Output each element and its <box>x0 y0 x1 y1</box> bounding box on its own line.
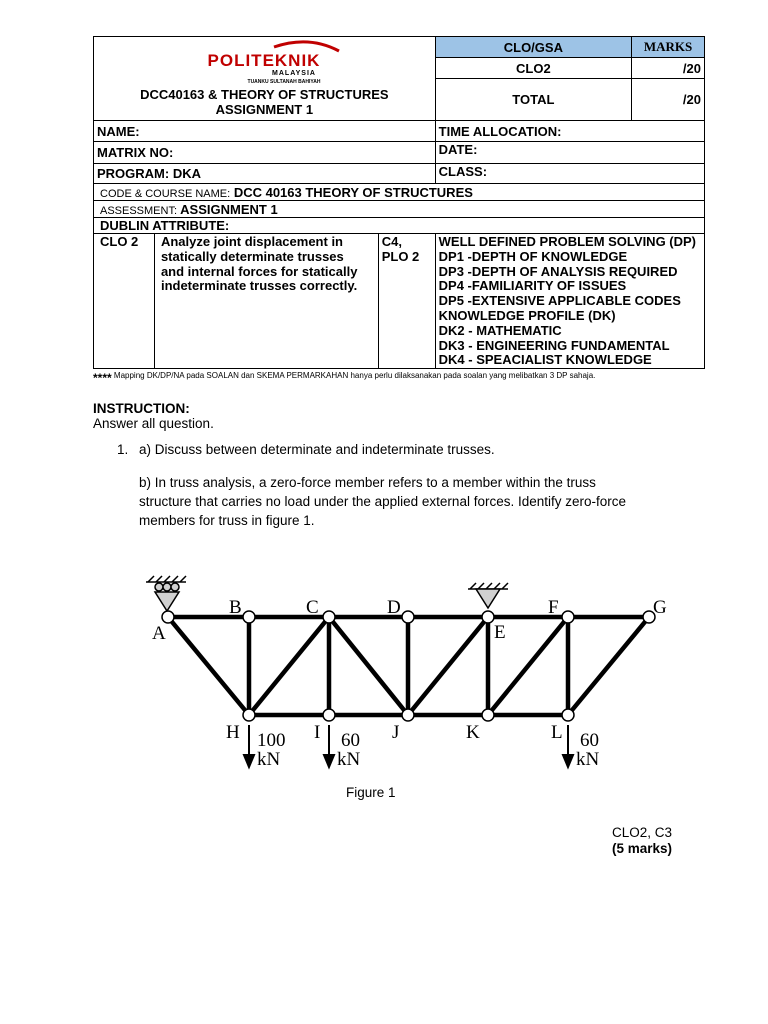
matrix-no-field[interactable]: MATRIX NO: <box>94 142 436 164</box>
joint-label-e: E <box>494 622 506 643</box>
course-title-line1: DCC40163 & THEORY OF STRUCTURES <box>140 87 389 102</box>
assessment-label: ASSESSMENT: <box>100 204 178 217</box>
clo-level-c4: C4, <box>381 234 402 249</box>
truss-members <box>168 617 649 715</box>
load-unit-i: kN <box>337 749 361 770</box>
question-part-a: a) Discuss between determinate and indeterminate trusses. <box>139 442 495 457</box>
question-part-b-line3: members for truss in figure 1. <box>139 513 315 528</box>
load-value-i: 60 <box>341 730 360 751</box>
joint-label-h: H <box>226 722 240 743</box>
course-name-row <box>94 184 705 201</box>
date-field[interactable]: DATE: <box>435 142 704 164</box>
question-part-b-line2: structure that carries no load under the applied external forces. Identify zero-force <box>139 494 627 509</box>
dp-item: DP3 -DEPTH OF ANALYSIS REQUIRED <box>438 263 678 279</box>
course-name-label: CODE & COURSE NAME: <box>100 187 231 200</box>
clo-description-text: Analyze joint displacement in statically determinate trusses and internal forces for statically indeterminate trusses correctly. <box>160 234 358 294</box>
class-field[interactable]: CLASS: <box>435 164 704 184</box>
load-unit-h: kN <box>257 749 281 770</box>
dp-dk-list <box>435 234 704 369</box>
header-logo-cell <box>94 37 436 121</box>
clo-description <box>154 234 378 369</box>
name-field[interactable]: NAME: <box>94 121 436 142</box>
assessment-row <box>94 201 705 218</box>
note-text: Mapping DK/DP/NA pada SOALAN dan SKEMA PERMARKAHAN hanya perlu dilaksanakan pada soalan yang melibatkan 3 DP sahaja. <box>113 371 596 380</box>
dp-item: DP5 -EXTENSIVE APPLICABLE CODES <box>438 293 681 309</box>
program-field[interactable]: PROGRAM: DKA <box>94 164 436 184</box>
joint-label-f: F <box>548 597 559 618</box>
truss-figure <box>130 575 690 775</box>
load-arrow-i-icon <box>324 725 334 767</box>
load-value-l: 60 <box>580 730 599 751</box>
pin-support-a-icon <box>146 576 186 611</box>
dp-item: DP4 -FAMILIARITY OF ISSUES <box>438 278 627 294</box>
dp-item: DP1 -DEPTH OF KNOWLEDGE <box>438 248 628 264</box>
joint-label-l: L <box>551 722 563 743</box>
clo-gsa-header: CLO/GSA <box>435 37 631 58</box>
total-marks: /20 <box>632 79 705 121</box>
mapping-note <box>93 371 595 385</box>
clo-value: CLO2 <box>435 58 631 79</box>
clo-level-plo: PLO 2 <box>381 248 420 264</box>
logo-tagline: TUANKU SULTANAH BAHIYAH <box>247 79 321 85</box>
load-arrow-h-icon <box>244 725 254 767</box>
joint-label-i: I <box>314 722 321 743</box>
logo-brand: POLITEKNIK <box>207 51 321 70</box>
joint-label-j: J <box>392 722 400 743</box>
question-part-b-line1: b) In truss analysis, a zero-force member refers to a member within the truss <box>139 475 596 490</box>
dk-item: DK2 - MATHEMATIC <box>438 322 562 338</box>
dk-title: KNOWLEDGE PROFILE (DK) <box>438 307 616 323</box>
joint-label-b: B <box>229 597 242 618</box>
load-value-h: 100 <box>257 730 286 751</box>
figure-caption: Figure 1 <box>346 785 396 800</box>
course-title-line2: ASSIGNMENT 1 <box>215 102 314 117</box>
joint-label-c: C <box>306 597 319 618</box>
instruction-title: INSTRUCTION: <box>93 401 190 416</box>
logo-country: MALAYSIA <box>272 70 317 77</box>
question-number: 1. <box>117 442 129 457</box>
marks-value: (5 marks) <box>612 841 673 856</box>
clo-code: CLO 2 <box>94 234 155 369</box>
dk-item: DK4 - SPEACIALIST KNOWLEDGE <box>438 352 652 368</box>
assessment-header-table <box>93 36 705 369</box>
marks-header: MARKS <box>632 37 705 58</box>
clo-marks: /20 <box>632 58 705 79</box>
dp-title: WELL DEFINED PROBLEM SOLVING (DP) <box>438 234 697 249</box>
load-unit-l: kN <box>576 749 600 770</box>
instruction-text: Answer all question. <box>93 416 214 431</box>
marks-clo: CLO2, C3 <box>612 825 673 840</box>
joint-label-k: K <box>466 722 480 743</box>
time-allocation-field[interactable]: TIME ALLOCATION: <box>435 121 704 142</box>
question-part-b <box>139 473 699 530</box>
clo-level <box>378 234 435 369</box>
assessment-value: ASSIGNMENT 1 <box>180 201 278 217</box>
dk-item: DK3 - ENGINEERING FUNDAMENTAL <box>438 337 670 353</box>
logo-swoosh-icon <box>274 42 339 51</box>
joint-label-d: D <box>387 597 401 618</box>
politeknik-logo <box>134 37 394 87</box>
joint-label-g: G <box>653 597 667 618</box>
course-name-value: DCC 40163 THEORY OF STRUCTURES <box>233 184 473 200</box>
dublin-attribute: DUBLIN ATTRIBUTE: <box>94 218 705 234</box>
total-label: TOTAL <box>435 79 631 121</box>
note-stars: **** <box>93 371 112 385</box>
load-arrow-l-icon <box>563 725 573 767</box>
joint-label-a: A <box>152 623 166 644</box>
pin-support-e-icon <box>468 583 508 608</box>
